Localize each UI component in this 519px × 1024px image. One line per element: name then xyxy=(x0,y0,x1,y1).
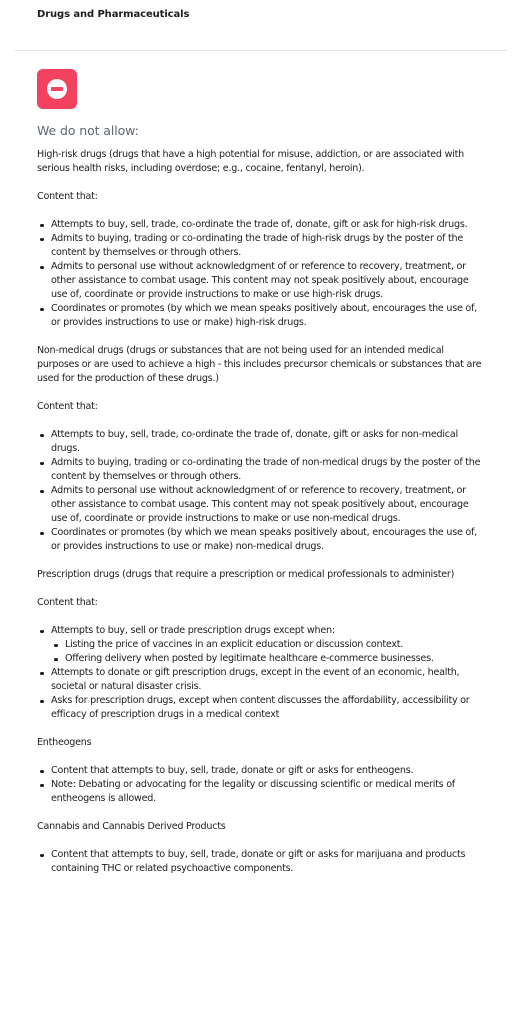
list-item: Coordinates or promotes (by which we mean speaks positively about, encourages the use of, or provides instructions to use or make) high-risk drugs. xyxy=(51,302,487,330)
prescription-content-that: Content that: xyxy=(37,597,98,608)
sub-list-item: Offering delivery when posted by legitimate healthcare e-commerce businesses. xyxy=(65,652,487,666)
list-item: Attempts to buy, sell, trade, co-ordinate the trade of, donate, gift or ask for high-risk drugs. xyxy=(51,218,487,232)
minus-circle-icon xyxy=(37,69,77,109)
page-title: Drugs and Pharmaceuticals xyxy=(37,9,190,20)
list-item: Note: Debating or advocating for the legality or discussing scientific or medical merits of entheogens is allowed. xyxy=(51,778,487,806)
non-medical-list xyxy=(37,428,487,554)
list-item: Coordinates or promotes (by which we mean speaks positively about, encourages the use of, or provides instructions to use or make) non-medical drugs. xyxy=(51,526,487,554)
list-item: Content that attempts to buy, sell, trade, donate or gift or asks for marijuana and products containing THC or related psychoactive components. xyxy=(51,848,487,876)
high-risk-intro: High-risk drugs (drugs that have a high potential for misuse, addiction, or are associated with serious health risks, including overdose; e.g., cocaine, fentanyl, heroin). xyxy=(37,149,464,174)
entheogens-list xyxy=(37,764,487,806)
cannabis-title: Cannabis and Cannabis Derived Products xyxy=(37,821,226,832)
cannabis-list xyxy=(37,848,487,876)
policy-content xyxy=(37,69,487,876)
prescription-list xyxy=(37,624,487,722)
prescription-intro: Prescription drugs (drugs that require a prescription or medical professionals to administer) xyxy=(37,569,455,580)
prescription-sublist xyxy=(51,638,487,666)
section-heading: We do not allow: xyxy=(37,123,139,138)
list-item: Attempts to buy, sell, trade, co-ordinate the trade of, donate, gift or asks for non-medical drugs. xyxy=(51,428,487,456)
high-risk-list xyxy=(37,218,487,330)
list-item: Asks for prescription drugs, except when content discusses the affordability, accessibility or efficacy of prescription drugs in a medical context xyxy=(51,694,487,722)
list-item: Content that attempts to buy, sell, trade, donate or gift or asks for entheogens. xyxy=(51,764,487,778)
list-item: Attempts to donate or gift prescription drugs, except in the event of an economic, health, societal or natural disaster crisis. xyxy=(51,666,487,694)
high-risk-content-that: Content that: xyxy=(37,191,98,202)
list-item xyxy=(51,624,487,666)
list-item: Admits to personal use without acknowledgment of or reference to recovery, treatment, or other assistance to combat usage. This content may not speak positively about, encourage use of, coordinate or provide instructions to make or use high-risk drugs. xyxy=(51,260,487,302)
sub-list-item: Listing the price of vaccines in an explicit education or discussion context. xyxy=(65,638,487,652)
entheogens-title: Entheogens xyxy=(37,737,92,748)
non-medical-intro: Non-medical drugs (drugs or substances that are not being used for an intended medical purposes or are used to achieve a high - this includes precursor chemicals or substances that are used for the production of these drugs.) xyxy=(37,345,482,384)
non-medical-content-that: Content that: xyxy=(37,401,98,412)
list-item-label: Attempts to buy, sell or trade prescription drugs except when: xyxy=(51,625,335,636)
list-item: Admits to personal use without acknowledgment of or reference to recovery, treatment, or other assistance to combat usage. This content may not speak positively about, encourage use of, coordinate or provide instructions to make or use non-medical drugs. xyxy=(51,484,487,526)
header-divider xyxy=(14,50,507,51)
list-item: Admits to buying, trading or co-ordinating the trade of non-medical drugs by the poster of the content by themselves or through others. xyxy=(51,456,487,484)
list-item: Admits to buying, trading or co-ordinating the trade of high-risk drugs by the poster of the content by themselves or through others. xyxy=(51,232,487,260)
